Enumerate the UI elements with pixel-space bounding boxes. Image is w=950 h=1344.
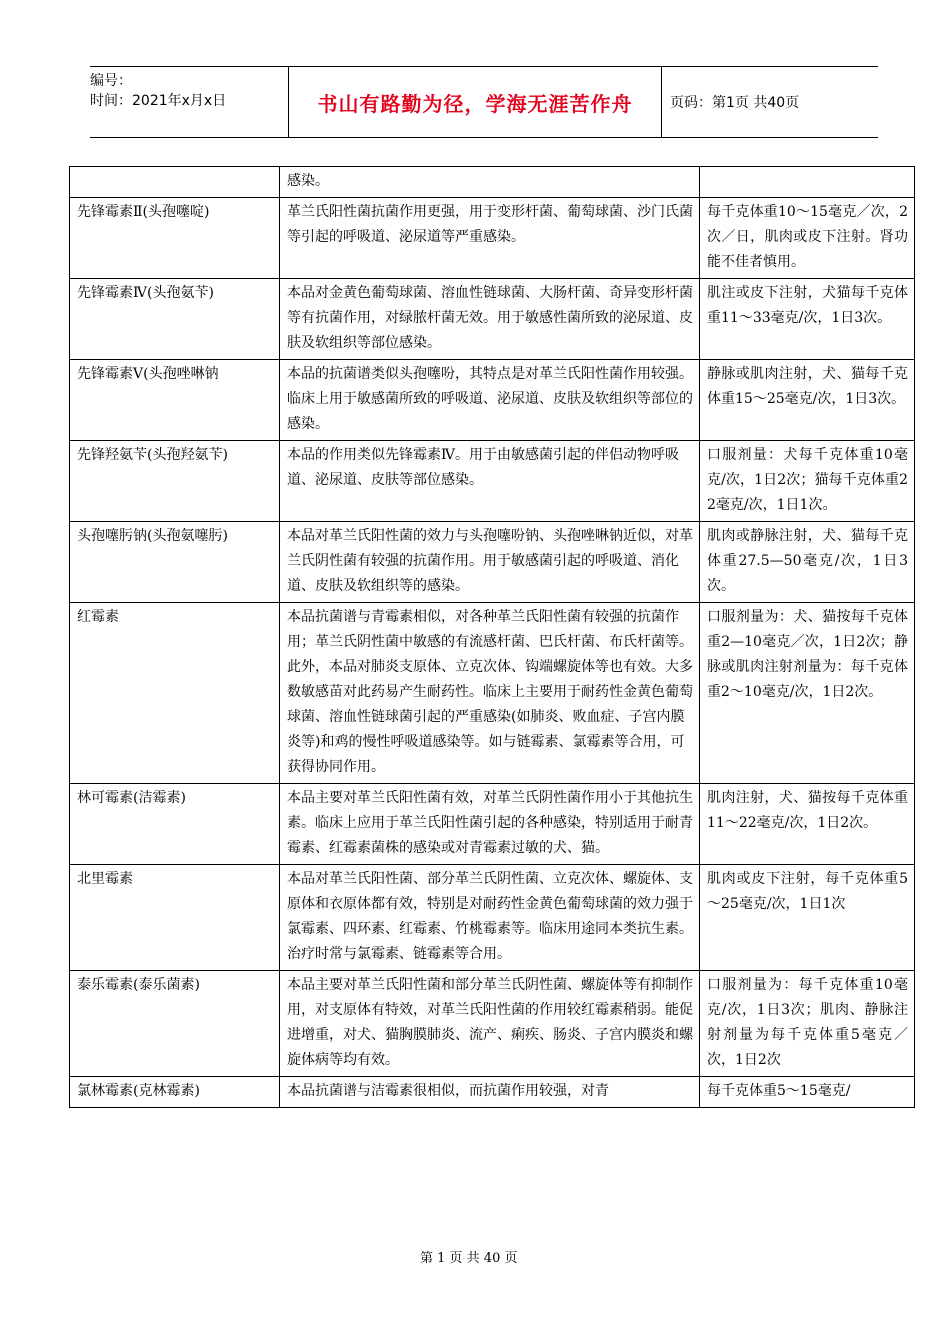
header-motto: 书山有路勤为径，学海无涯苦作舟 [288, 67, 662, 137]
drug-description: 本品的抗菌谱类似头孢噻吩，其特点是对革兰氏阳性菌作用较强。临床上用于敏感菌所致的呼吸道、泌尿道、皮肤及软组织等部位的感染。 [280, 360, 700, 441]
table-row [70, 167, 915, 198]
drug-name: 先锋霉素Ⅳ(头孢氨苄) [70, 279, 280, 360]
table-row [70, 360, 915, 441]
page-header [90, 66, 878, 138]
drug-description: 本品对金黄色葡萄球菌、溶血性链球菌、大肠杆菌、奇异变形杆菌等有抗菌作用，对绿脓杆菌无效。用于敏感性菌所致的泌尿道、皮肤及软组织等部位感染。 [280, 279, 700, 360]
drug-description: 感染。 [280, 167, 700, 198]
drug-description: 本品抗菌谱与洁霉素很相似，而抗菌作用较强，对青 [280, 1077, 700, 1108]
drug-description: 本品对革兰氏阳性菌、部分革兰氏阴性菌、立克次体、螺旋体、支原体和衣原体都有效，特别是对耐药性金黄色葡萄球菌的效力强于氯霉素、四环素、红霉素、竹桃霉素等。临床用途同本类抗生素。治疗时常与氯霉素、链霉素等合用。 [280, 865, 700, 971]
drug-name: 先锋霉素Ⅴ(头孢唑啉钠 [70, 360, 280, 441]
table-row [70, 784, 915, 865]
table-row [70, 971, 915, 1077]
number-label: 编号： [90, 73, 132, 89]
table-row [70, 603, 915, 784]
drug-dosage: 口服剂量为：犬、猫按每千克体重2—10毫克／次，1日2次；静脉或肌肉注射剂量为：每千克体重2～10毫克/次，1日2次。 [700, 603, 915, 784]
drug-name: 泰乐霉素(泰乐菌素) [70, 971, 280, 1077]
page-footer: 第 1 页 共 40 页 [420, 1251, 518, 1266]
drug-name: 红霉素 [70, 603, 280, 784]
drug-name [70, 167, 280, 198]
drug-dosage: 肌注或皮下注射，犬猫每千克体重11～33毫克/次，1日3次。 [700, 279, 915, 360]
drug-description: 本品主要对革兰氏阳性菌有效，对革兰氏阴性菌作用小于其他抗生素。临床上应用于革兰氏阳性菌引起的各种感染，特别适用于耐青霉素、红霉素菌株的感染或对青霉素过敏的犬、猫。 [280, 784, 700, 865]
drug-dosage: 每千克体重5～15毫克/ [700, 1077, 915, 1108]
drug-name: 林可霉素(洁霉素) [70, 784, 280, 865]
drug-name: 氯林霉素(克林霉素) [70, 1077, 280, 1108]
table-row [70, 865, 915, 971]
drug-dosage: 静脉或肌肉注射，犬、猫每千克体重15～25毫克/次，1日3次。 [700, 360, 915, 441]
table-row [70, 522, 915, 603]
drug-name: 先锋霉素Ⅱ(头孢噻啶) [70, 198, 280, 279]
drug-dosage: 每千克体重10～15毫克／次，2次／日，肌肉或皮下注射。肾功能不佳者慎用。 [700, 198, 915, 279]
drug-table [69, 166, 915, 1108]
drug-dosage: 肌肉或静脉注射，犬、猫每千克体重27.5—50毫克/次，1日3次。 [700, 522, 915, 603]
drug-description: 本品的作用类似先锋霉素Ⅳ。用于由敏感菌引起的伴侣动物呼吸道、泌尿道、皮肤等部位感染。 [280, 441, 700, 522]
table-row [70, 279, 915, 360]
drug-description: 本品主要对革兰氏阳性菌和部分革兰氏阴性菌、螺旋体等有抑制作用，对支原体有特效，对革兰氏阳性菌的作用较红霉素稍弱。能促进增重，对犬、猫胸膜肺炎、流产、痢疾、肠炎、子宫内膜炎和螺旋体病等均有效。 [280, 971, 700, 1077]
drug-name: 北里霉素 [70, 865, 280, 971]
drug-name: 头孢噻肟钠(头孢氨噻肟) [70, 522, 280, 603]
table-row [70, 441, 915, 522]
drug-description: 革兰氏阳性菌抗菌作用更强，用于变形杆菌、葡萄球菌、沙门氏菌等引起的呼吸道、泌尿道等严重感染。 [280, 198, 700, 279]
drug-dosage: 肌肉注射，犬、猫按每千克体重11～22毫克/次，1日2次。 [700, 784, 915, 865]
table-row [70, 1077, 915, 1108]
drug-dosage [700, 167, 915, 198]
drug-dosage: 肌肉或皮下注射，每千克体重5～25毫克/次，1日1次 [700, 865, 915, 971]
drug-dosage: 口服剂量：犬每千克体重10毫克/次，1日2次；猫每千克体重22毫克/次，1日1次。 [700, 441, 915, 522]
time-label: 时间：2021年x月x日 [90, 93, 227, 109]
header-meta [90, 67, 288, 137]
drug-description: 本品对革兰氏阳性菌的效力与头孢噻吩钠、头孢唑啉钠近似，对革兰氏阴性菌有较强的抗菌作用。用于敏感菌引起的呼吸道、消化道、皮肤及软组织等的感染。 [280, 522, 700, 603]
drug-description: 本品抗菌谱与青霉素相似，对各种革兰氏阳性菌有较强的抗菌作用；革兰氏阴性菌中敏感的有流感杆菌、巴氏杆菌、布氏杆菌等。此外，本品对肺炎支原体、立克次体、钩端螺旋体等也有效。大多数敏感苗对此药易产生耐药性。临床上主要用于耐药性金黄色葡萄球菌、溶血性链球菌引起的严重感染(如肺炎、败血症、子宫内膜炎等)和鸡的慢性呼吸道感染等。如与链霉素、氯霉素等合用，可获得协同作用。 [280, 603, 700, 784]
header-page-label: 页码：第1页 共40页 [670, 95, 800, 111]
drug-dosage: 口服剂量为：每千克体重10毫克/次，1日3次；肌肉、静脉注射剂量为每千克体重5毫克／次，1日2次 [700, 971, 915, 1077]
drug-name: 先锋羟氨苄(头孢羟氨苄) [70, 441, 280, 522]
table-row [70, 198, 915, 279]
